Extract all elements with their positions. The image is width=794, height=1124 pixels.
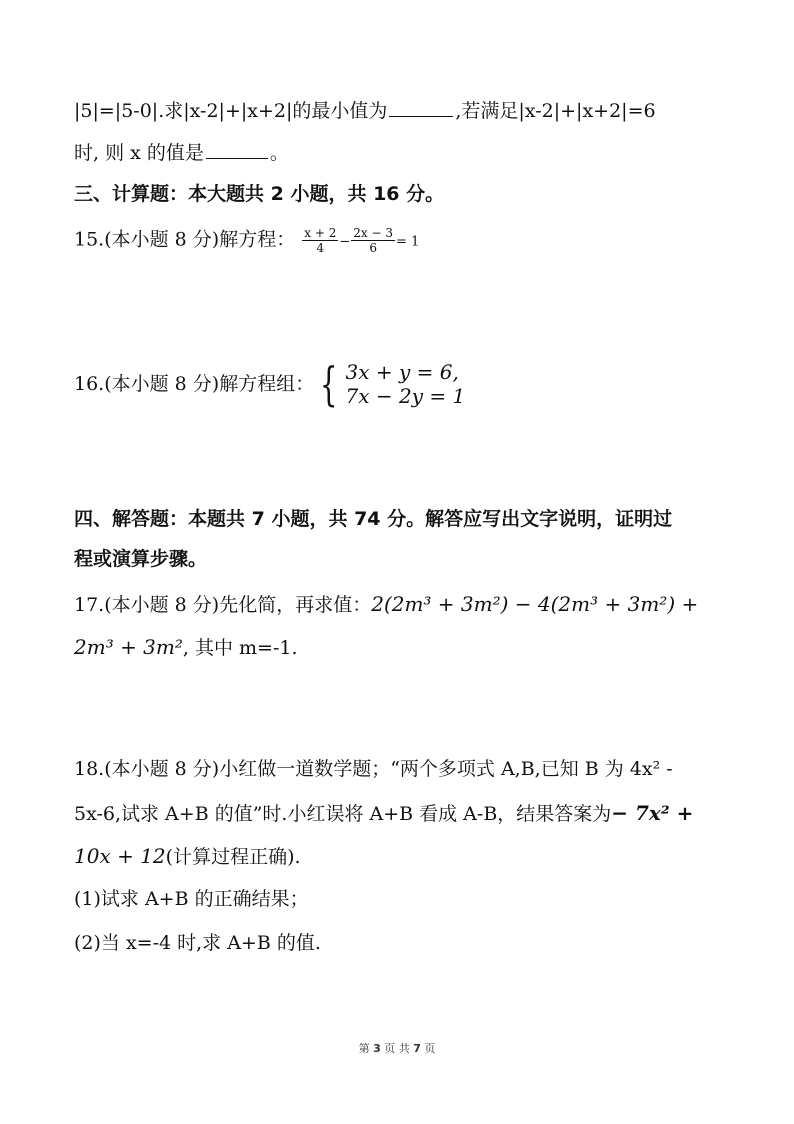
footer-prefix: 第 xyxy=(358,1042,370,1055)
q15-rhs: = 1 xyxy=(396,234,420,250)
q15-frac2-denominator: 6 xyxy=(369,241,377,255)
q15-frac2-numerator: 2x − 3 xyxy=(353,226,393,240)
q18-line2-text: 5x-6,试求 A+B 的值”时.小红误将 A+B 看成 A-B，结果答案为 xyxy=(74,803,612,825)
question-17-line-1 xyxy=(74,591,724,618)
footer-mid: 页 共 xyxy=(384,1042,410,1055)
q18-line3-math: 10x + 12 xyxy=(74,844,166,868)
q16-equation-2: 7x − 2y = 1 xyxy=(345,384,466,408)
section-4-heading-line-1: 四、解答题：本题共 7 小题，共 74 分。解答应写出文字说明，证明过 xyxy=(74,508,673,530)
section-4-heading-line-2: 程或演算步骤。 xyxy=(74,548,208,570)
q14-line1-prefix: |5|=|5-0|.求|x-2|+|x+2|的最小值为 xyxy=(74,100,388,122)
question-18-part-1: (1)试求 A+B 的正确结果； xyxy=(74,888,309,910)
q16-brace: { xyxy=(320,357,338,411)
q14-line-1 xyxy=(74,98,724,124)
q16-equation-system xyxy=(314,357,466,411)
q14-line1-suffix: ,若满足|x-2|+|x+2|=6 xyxy=(455,100,656,122)
footer-suffix: 页 xyxy=(424,1042,436,1055)
q14-answer-blank-1[interactable] xyxy=(389,98,453,117)
q15-minus: − xyxy=(339,234,351,250)
question-17-line-2 xyxy=(74,634,724,661)
q15-frac1-numerator: x + 2 xyxy=(304,226,337,240)
q15-fraction-2 xyxy=(351,226,395,255)
q15-frac1-denominator: 4 xyxy=(316,241,325,255)
q14-line2-suffix: 。 xyxy=(269,142,289,164)
q17-expression-2: 2m³ + 3m² xyxy=(74,635,183,659)
q18-line3-text: (计算过程正确). xyxy=(165,846,301,868)
question-18-line-3 xyxy=(74,843,724,870)
q14-line2-prefix: 时, 则 x 的值是 xyxy=(74,142,204,164)
footer-total-pages: 7 xyxy=(413,1042,421,1055)
q17-label: 17.(本小题 8 分)先化简，再求值： xyxy=(74,594,372,616)
q16-equation-1: 3x + y = 6, xyxy=(345,360,459,384)
question-18-line-1: 18.(本小题 8 分)小红做一道数学题；“两个多项式 A,B,已知 B 为 4x² - xyxy=(74,758,673,780)
page-footer xyxy=(0,1040,794,1056)
q16-label: 16.(本小题 8 分)解方程组： xyxy=(74,373,315,395)
question-18-line-2 xyxy=(74,800,724,827)
q14-answer-blank-2[interactable] xyxy=(206,140,268,159)
question-15 xyxy=(74,226,724,256)
section-3-heading: 三、计算题：本大题共 2 小题，共 16 分。 xyxy=(74,183,445,205)
footer-page-number: 3 xyxy=(373,1042,381,1055)
q17-expression-1: 2(2m³ + 3m²) − 4(2m³ + 3m²) + xyxy=(371,592,699,616)
question-18-part-2: (2)当 x=-4 时,求 A+B 的值. xyxy=(74,932,321,954)
q14-line-2 xyxy=(74,140,724,166)
q15-label: 15.(本小题 8 分)解方程： xyxy=(74,228,296,251)
q17-tail: , 其中 m=-1. xyxy=(182,637,298,659)
q15-fraction-1 xyxy=(302,226,338,255)
question-16 xyxy=(74,358,724,410)
q18-line2-math: − 7x² + xyxy=(611,801,694,825)
